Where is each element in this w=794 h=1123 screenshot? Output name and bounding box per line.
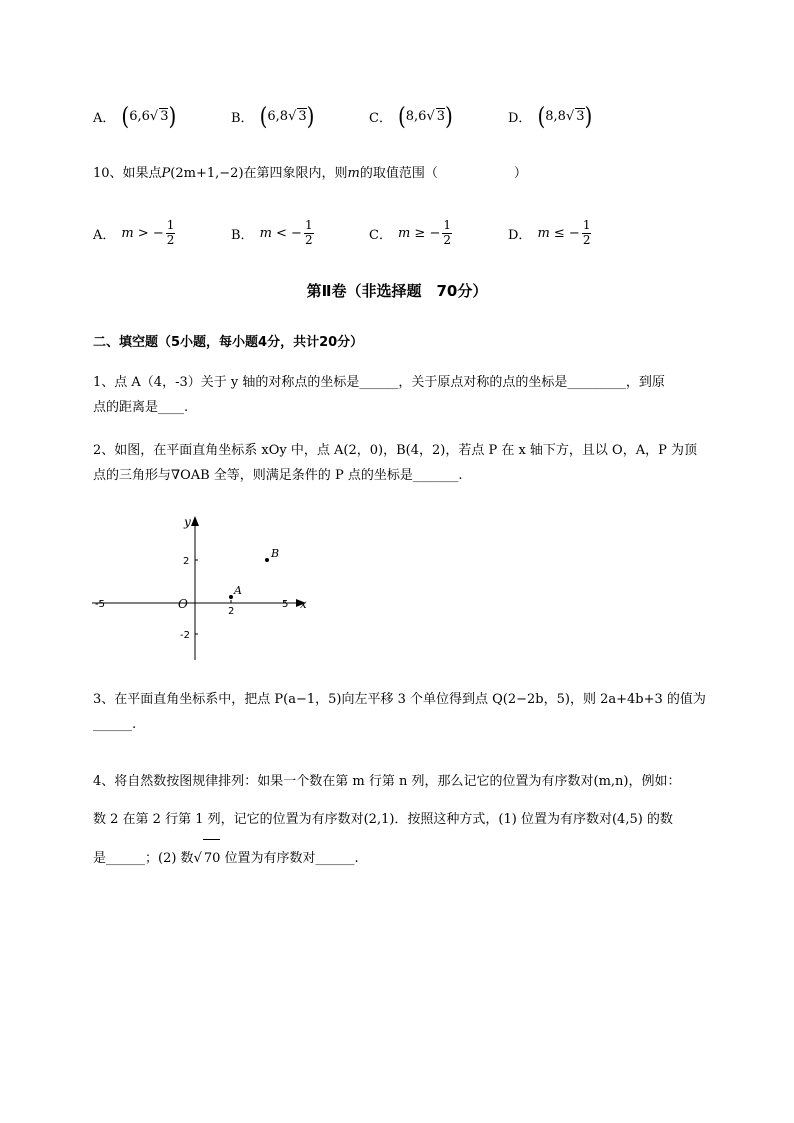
origin-label: O <box>178 597 188 611</box>
q9-option-a[interactable]: A． ( 6,6 √ 3 ) <box>93 101 177 131</box>
x-tick-label: 5 <box>282 599 289 610</box>
q9-option-b[interactable]: B． ( 6,8 √ 3 ) <box>231 101 315 131</box>
q9-options <box>93 99 653 133</box>
q10-option-b[interactable]: B． m < − $\frac{1}{2}$ <box>231 218 313 247</box>
q10-option-c[interactable]: C． m ≥ − $\frac{1}{2}$ <box>369 218 451 247</box>
x-tick-label: -5 <box>95 599 105 610</box>
x-axis-label: x <box>300 597 307 611</box>
point-a-label: A <box>234 584 242 597</box>
fraction: $\frac{1}{2}$ <box>582 218 591 247</box>
q10-option-d[interactable]: D． m ≤ − $\frac{1}{2}$ <box>508 218 591 247</box>
q10-options <box>93 216 653 250</box>
point-b <box>265 558 269 562</box>
fill-question-4: 4、将自然数按图规律排列：如果一个数在第 m 行第 n 列，那么记它的位置为有序数对(m,n)，例如： 数 2 在第 2 行第 1 列，记它的位置为有序数对(2,1)．按照这种方式，(1) 位置为有序数对(4,5) 的数 是______；(2) 数√ 70 位置为有序数对______. <box>93 763 743 878</box>
part2-title: 第Ⅱ卷（非选择题 70分） <box>306 282 488 300</box>
fill-question-3: 3、在平面直角坐标系中，把点 P(a−1，5)向左平移 3 个单位得到点 Q(2−2b，5)，则 2a+4b+3 的值为 ______. <box>93 692 706 732</box>
q10-option-a[interactable]: A． m > − $\frac{1}{2}$ <box>93 218 175 247</box>
q9-option-d[interactable]: D． ( 8,8 √ 3 ) <box>508 101 593 131</box>
fraction: $\frac{1}{2}$ <box>443 218 451 247</box>
coordinate-graph <box>88 510 318 665</box>
q10-stem: 10、如果点P(2m+1,−2)在第四象限内，则m的取值范围（ ） <box>93 166 527 181</box>
y-axis-label: y <box>184 515 191 529</box>
q9-option-c[interactable]: C． ( 8,6 √ 3 ) <box>369 101 453 131</box>
point-a <box>229 595 233 599</box>
y-tick-label: -2 <box>180 630 190 641</box>
x-tick-label: 2 <box>228 606 235 617</box>
fraction: $\frac{1}{2}$ <box>166 218 175 247</box>
fill-question-2: 2、如图，在平面直角坐标系 xOy 中，点 A(2，0)，B(4，2)，若点 P 在 x 轴下方，且以 O，A，P 为顶 点的三角形与∇OAB 全等，则满足条件的 P 点的坐标是_______. <box>93 443 697 483</box>
y-tick-label: 2 <box>183 556 190 567</box>
section-title: 二、填空题（5小题，每小题4分，共计20分） <box>93 335 364 350</box>
fill-question-1: 1、点 A（4，-3）关于 y 轴的对称点的坐标是______，关于原点对称的点的坐标是_________，到原 点的距离是____. <box>93 375 665 415</box>
point-b-label: B <box>271 547 280 560</box>
fraction: $\frac{1}{2}$ <box>304 218 313 247</box>
y-axis-arrow-icon <box>191 516 199 526</box>
